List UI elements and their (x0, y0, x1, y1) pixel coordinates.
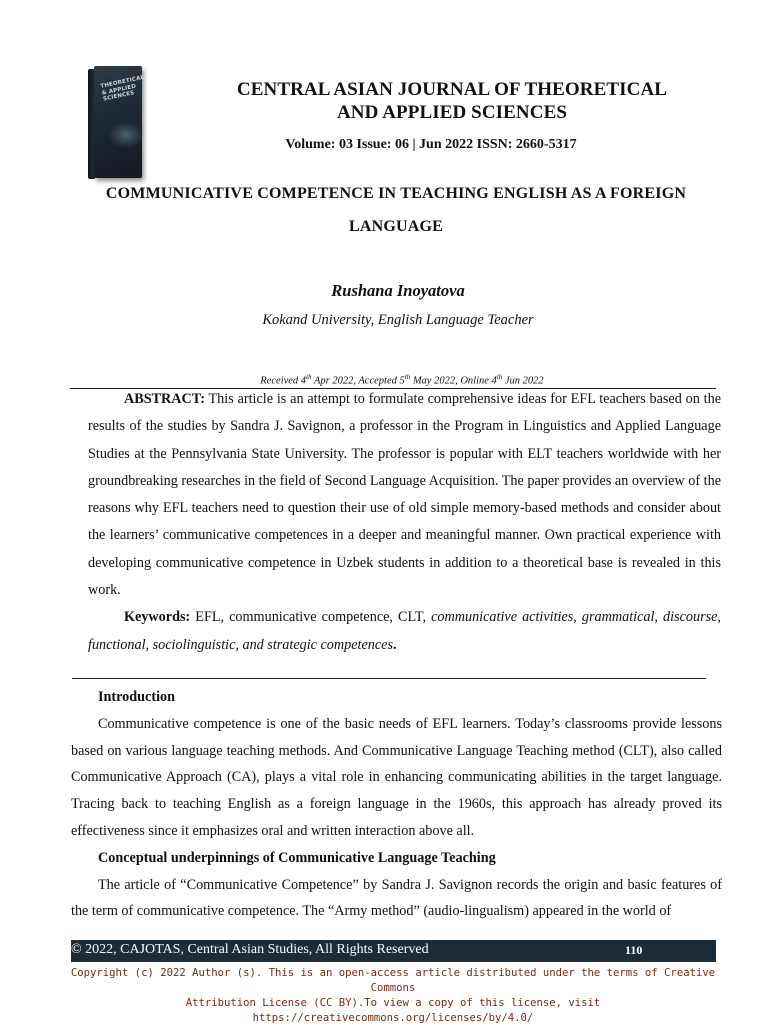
journal-title-line-1: CENTRAL ASIAN JOURNAL OF THEORETICAL (236, 79, 668, 100)
author-affiliation: Kokand University, English Language Teacher (262, 312, 534, 328)
received-sup-3: th (496, 373, 503, 381)
volume-issue-line: Volume: 03 Issue: 06 | Jun 2022 ISSN: 2660-5317 (285, 137, 577, 152)
journal-title-line-2: AND APPLIED SCIENCES (336, 102, 568, 123)
article-title-line-1: COMMUNICATIVE COMPETENCE IN TEACHING ENGLISH AS A FOREIGN (105, 185, 687, 202)
section-heading: Conceptual underpinnings of Communicative Language Teaching (98, 849, 496, 866)
keywords-italic: communicative activities, grammatical, discourse, functional, sociolinguistic, and strategic competences (88, 609, 721, 653)
keywords-label: Keywords: (124, 609, 191, 626)
license-line-2: Attribution License (CC BY).To view a copy of this license, visit https://creativecommons.org/licenses/by/4.0/ (185, 997, 601, 1024)
license-line-1: Copyright (c) 2022 Author (s). This is an open-access article distributed under the terms of Creative Commons (70, 967, 716, 994)
article-body (71, 684, 722, 925)
received-sup-1: th (306, 373, 312, 381)
keywords-plain: EFL, communicative competence, CLT, (190, 609, 432, 626)
abstract-paragraph (88, 386, 721, 604)
article-title-line-2: LANGUAGE (348, 218, 444, 235)
abstract-section (88, 386, 721, 659)
page-number: 110 (625, 943, 643, 957)
received-text-3: May 2022, Online 4 (410, 375, 497, 387)
footer-copyright: © 2022, CAJOTAS, Central Asian Studies, All Rights Reserved (71, 942, 429, 957)
article-title (60, 177, 732, 243)
section-paragraph: The article of “Communicative Competence” by Sandra J. Savignon records the origin and basic features of the term of communicative competence. The “Army method” (audio-lingualism) appeared in the world of (71, 876, 722, 920)
received-text-4: Jun 2022 (502, 375, 544, 387)
abstract-label: ABSTRACT: (124, 391, 205, 407)
received-text-2: Apr 2022, Accepted 5 (311, 375, 405, 387)
divider-middle (72, 678, 706, 679)
keywords-end: . (392, 636, 397, 653)
cover-graphic (108, 122, 144, 148)
introduction-paragraph: Communicative competence is one of the basic needs of EFL learners. Today’s classrooms provide lessons based on various language teaching methods. And Communicative Language Teaching method (CLT), also called Communicative Approach (CA), plays a vital role in enhancing communicating abilities in the target language. Tracing back to teaching English as a foreign language in the 1960s, this approach has already proved its effectiveness since it emphasizes oral and written interaction above all. (71, 715, 722, 839)
license-notice (60, 966, 726, 1026)
introduction-heading: Introduction (98, 689, 175, 705)
received-text-1: Received 4 (260, 375, 307, 387)
received-dates (0, 373, 768, 387)
journal-cover-image (88, 66, 145, 180)
abstract-text: This article is an attempt to formulate comprehensive ideas for EFL teachers based on the results of the studies by Sandra J. Savignon, a professor in the Program in Linguistics and Applied Language Studies at the Pennsylvania State University. The professor is popular with ELT teachers worldwide with her groundbreaking researches in the field of Second Language Acquisition. The paper provides an overview of the reasons why EFL teachers need to question their use of old simple memory-based methods and consider about the learners’ communicative competences in a deeper and meaningful manner. Own practical experience with developing communicative competence in Uzbek students in addition to a theoretical base is revealed in this work. (88, 391, 721, 599)
author-name: Rushana Inoyatova (331, 281, 465, 300)
footer-bar (71, 940, 716, 962)
received-sup-2: th (404, 373, 411, 381)
keywords-paragraph (88, 604, 721, 659)
cover-title: THEORETICAL & APPLIED SCIENCES (100, 74, 145, 103)
journal-title (190, 78, 714, 124)
